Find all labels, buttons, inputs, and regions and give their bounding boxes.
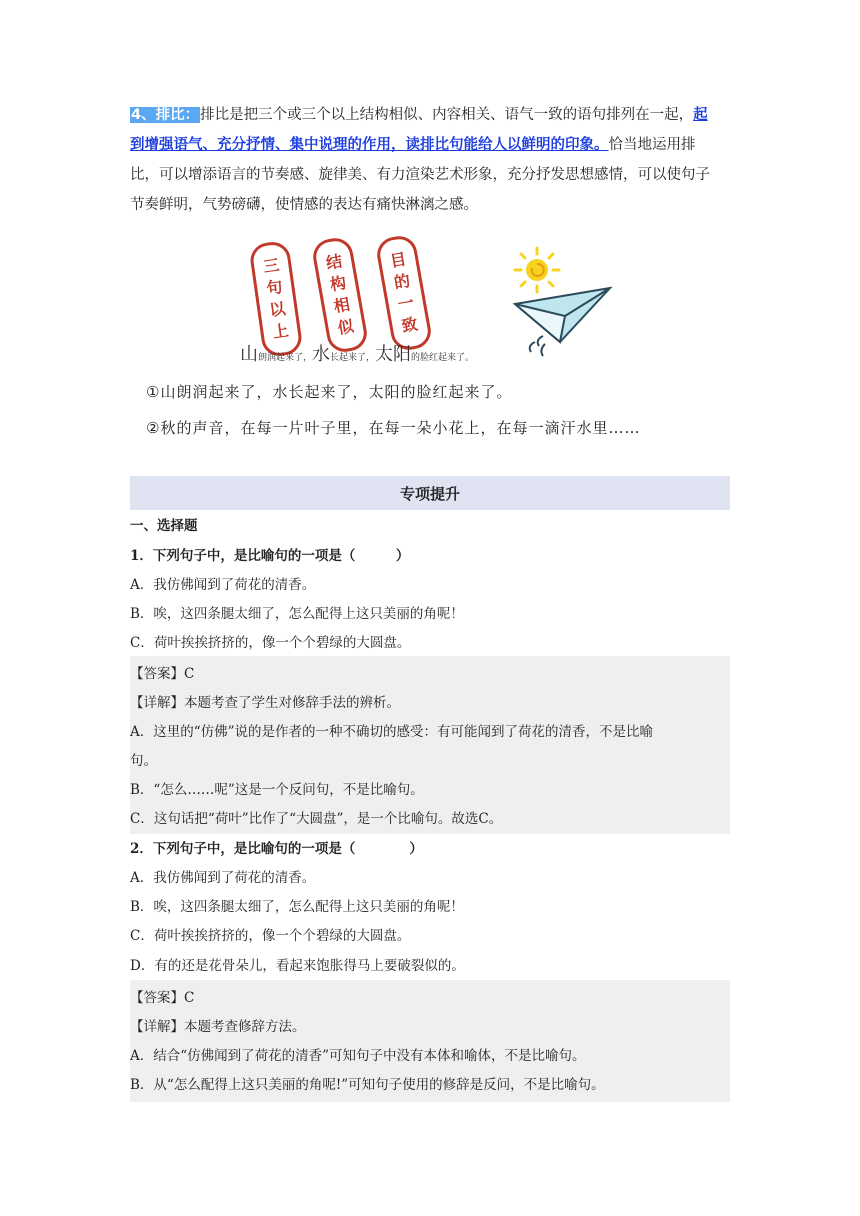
illustration-caption: 山朗润起来了，水长起来了，太阳的脸红起来了。 (240, 344, 475, 365)
sun-and-paper-plane-icon (505, 244, 615, 364)
intro-link-start[interactable]: 起 (693, 106, 708, 123)
intro-paragraph (130, 100, 730, 220)
intro-line-4: 节奏鲜明，气势磅礴，使情感的表达有痛快淋漓之感。 (130, 197, 478, 213)
question-1-explain-a: A．这里的“仿佛”说的是作者的一种不确切的感受：有可能闻到了荷花的清香，不是比喻 (130, 724, 654, 740)
intro-line-3: 比，可以增添语言的节奏感、旋律美、有力渲染艺术形象，充分抒发思想感情，可以使句子 (130, 167, 710, 183)
intro-link-text[interactable]: 到增强语气、充分抒情、集中说理的作用，读排比句能给人以鲜明的印象。 (130, 136, 609, 153)
question-2-option-d: D．有的还是花骨朵儿，看起来饱胀得马上要破裂似的。 (130, 958, 465, 974)
question-1-explain-c: C．这句话把“荷叶”比作了“大圆盘”，是一个比喻句。故选C。 (130, 811, 503, 827)
example-1: ①山朗润起来了，水长起来了，太阳的脸红起来了。 (146, 383, 513, 401)
question-1-option-a: A．我仿佛闻到了荷花的清香。 (130, 577, 316, 593)
question-1-explain-a-cont: 句。 (130, 753, 157, 769)
question-1-stem: 1．下列句子中，是比喻句的一项是（ ） (130, 548, 410, 564)
part-title: 一、选择题 (130, 518, 198, 534)
stamp-three-sentences: 三 句 以 上 (248, 240, 303, 358)
question-2-answer: 【答案】C (130, 990, 195, 1006)
question-1-detail: 【详解】本题考查了学生对修辞手法的辨析。 (130, 695, 400, 711)
intro-line-2: 到增强语气、充分抒情、集中说理的作用，读排比句能给人以鲜明的印象。恰当地运用排 (130, 136, 696, 153)
question-2-detail: 【详解】本题考查修辞方法。 (130, 1019, 306, 1035)
question-2-option-b: B．唉，这四条腿太细了，怎么配得上这只美丽的角呢！ (130, 899, 464, 915)
intro-line-1: 4、排比：排比是把三个或三个以上结构相似、内容相关、语气一致的语句排列在一起，起 (131, 106, 708, 123)
section-title: 专项提升 (399, 485, 460, 503)
parallelism-illustration (240, 232, 630, 372)
paper-plane-icon (515, 288, 610, 356)
question-1-explain-b: B．“怎么……呢”这是一个反问句，不是比喻句。 (130, 782, 424, 798)
question-2-explain-b: B．从“怎么配得上这只美丽的角呢!”可知句子使用的修辞是反问，不是比喻句。 (130, 1077, 605, 1093)
stamp-same-purpose: 目 的 一 致 (374, 233, 433, 352)
question-1-option-b: B．唉，这四条腿太细了，怎么配得上这只美丽的角呢！ (130, 606, 464, 622)
example-2: ②秋的声音，在每一片叶子里，在每一朵小花上，在每一滴汗水里…… (146, 419, 641, 437)
question-1-answer: 【答案】C (130, 666, 195, 682)
parallelism-label: 4、排比： (131, 107, 200, 123)
question-2-option-c: C．荷叶挨挨挤挤的，像一个个碧绿的大圆盘。 (130, 928, 411, 944)
question-2-explain-a: A．结合“仿佛闻到了荷花的清香”可知句子中没有本体和喻体，不是比喻句。 (130, 1048, 586, 1064)
question-2-option-a: A．我仿佛闻到了荷花的清香。 (130, 870, 316, 886)
question-1-option-c: C．荷叶挨挨挤挤的，像一个个碧绿的大圆盘。 (130, 635, 411, 651)
stamp-similar-structure: 结 构 相 似 (310, 235, 369, 354)
sun-icon (515, 248, 559, 292)
question-2-stem: 2．下列句子中，是比喻句的一项是（ ） (130, 841, 423, 857)
